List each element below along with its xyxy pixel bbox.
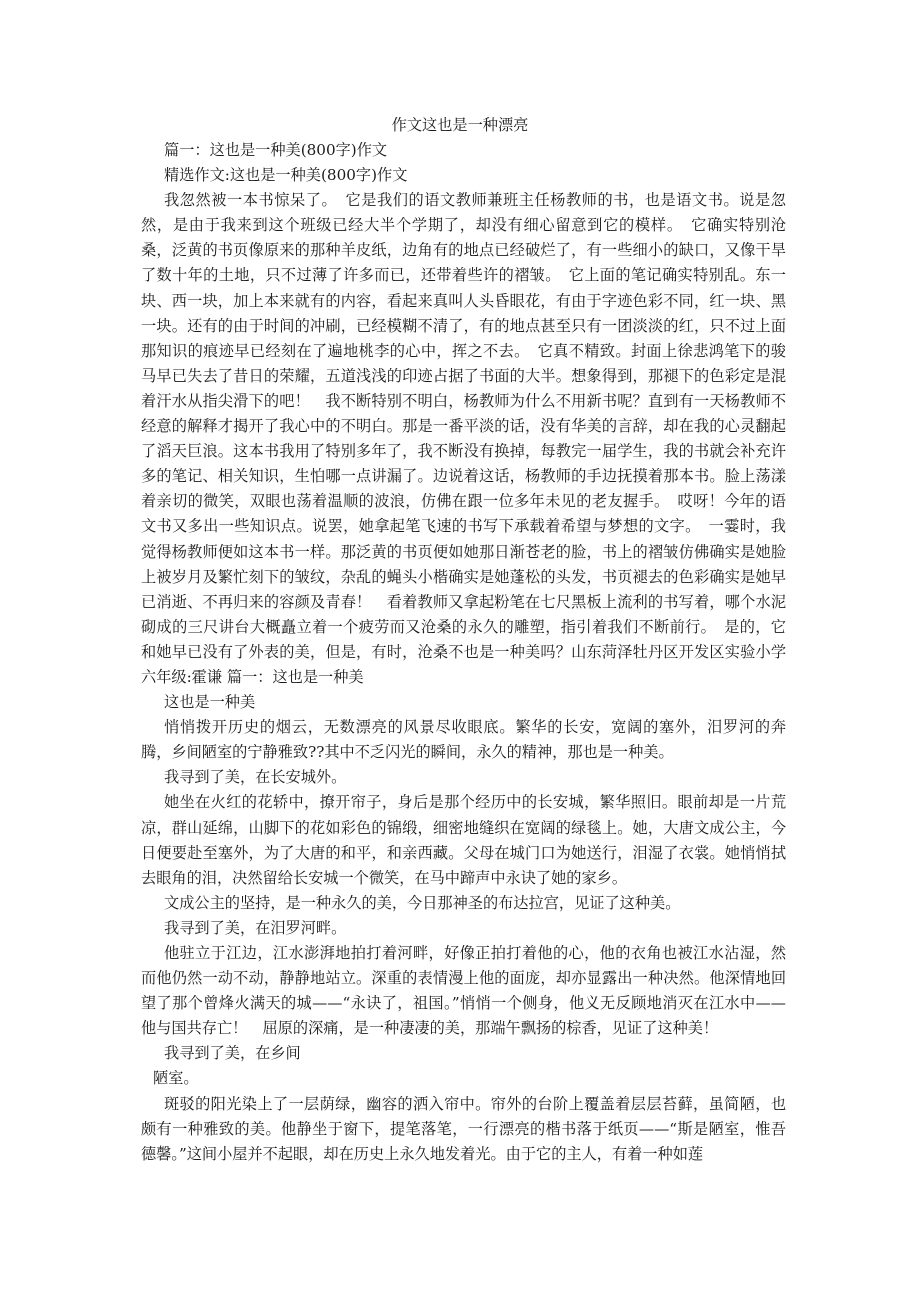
paragraph: 我忽然被一本书惊呆了。 它是我们的语文教师兼班主任杨教师的书，也是语文书。说是忽然，是由于我来到这个班级已经大半个学期了，却没有细心留意到它的模样。 它确实特别沧桑，泛黄的书页像原来的那种羊皮纸，边角有的地点已经破烂了，有一些细小的缺口，又像干旱了数十年的土地，只不过薄了许多而已，还带着些许的褶皱。 它上面的笔记确实特别乱。东一块、西一块，加上本来就有的内容，看起来真叫人头昏眼花，有由于字迹色彩不同，红一块、黑一块。还有的由于时间的冲刷，已经模糊不清了，有的地点甚至只有一团淡淡的红，只不过上面那知识的痕迹早已经刻在了遍地桃李的心中，挥之不去。 它真不精致。封面上徐悲鸿笔下的骏马早已失去了昔日的荣耀，五道浅浅的印迹占据了书面的大半。想象得到，那褪下的色彩定是混着汗水从指尖滑下的吧！ 我不断特别不明白，杨教师为什么不用新书呢？直到有一天杨教师不经意的解释才揭开了我心中的不明白。那是一番平淡的话，没有华美的言辞，却在我的心灵翻起了滔天巨浪。这本书我用了特别多年了，我不断没有换掉，每教完一届学生，我的书就会补充许多的笔记、相关知识，生怕哪一点讲漏了。边说着这话，杨教师的手边抚摸着那本书。脸上荡漾着亲切的微笑，双眼也荡着温顺的波浪，仿佛在跟一位多年未见的老友握手。 哎呀！今年的语文书又多出一些知识点。说罢，她拿起笔飞速的书写下承载着希望与梦想的文字。 一霎时，我觉得杨教师便如这本书一样。那泛黄的书页便如她那日渐苍老的脸，书上的褶皱仿佛确实是她脸上被岁月及繁忙刻下的皱纹，杂乱的蝇头小楷确实是她蓬松的头发，书页褪去的色彩确实是她早已消逝、不再归来的容颜及青春！ 看着教师又拿起粉笔在七尺黑板上流利的书写着，哪个水泥砌成的三尺讲台大概矗立着一个疲劳而又沧桑的永久的雕塑，指引着我们不断前行。 是的，它和她早已没有了外表的美，但是，有时，沧桑不也是一种美吗？山东菏泽牡丹区开发区实验小学六年级:霍谦 篇一：这也是一种美 [141,191,786,686]
paragraph: 我寻到了美，在长安城外。 [164,768,347,787]
paragraph: 悄悄拨开历史的烟云，无数漂亮的风景尽收眼底。繁华的长安，宽阔的塞外，汨罗河的奔腾，乡间陋室的宁静雅致??其中不乏闪光的瞬间，永久的精神，那也是一种美。 [141,718,786,762]
document-body [141,138,786,1167]
paragraph: 这也是一种美 [164,693,256,712]
paragraph: 陋室。 [153,1069,199,1088]
paragraph: 我寻到了美，在汨罗河畔。 [164,918,347,937]
paragraph: 精选作文:这也是一种美(800字)作文 [164,166,408,185]
paragraph: 斑驳的阳光染上了一层荫绿，幽容的洒入帘中。帘外的台阶上覆盖着层层苔藓，虽简陋，也颇有一种雅致的美。他静坐于窗下，提笔落笔，一行漂亮的楷书落于纸页——“斯是陋室，惟吾德馨。”这间小屋并不起眼，却在历史上永久地发着光。由于它的主人，有着一种如莲 [141,1094,786,1163]
paragraph: 他驻立于江边，江水澎湃地拍打着河畔，好像正拍打着他的心，他的衣角也被江水沾湿，然而他仍然一动不动，静静地站立。深重的表情漫上他的面庞，却亦显露出一种决然。他深情地回望了那个曾烽火满天的城——“永诀了，祖国。”悄悄一个侧身，他义无反顾地消灭在江水中——他与国共存亡！ 屈原的深痛，是一种凄凄的美，那端午飘扬的棕香，见证了这种美！ [141,944,786,1038]
paragraph: 篇一：这也是一种美(800字)作文 [164,141,388,159]
paragraph: 文成公主的坚持，是一种永久的美，今日那神圣的布达拉宫，见证了这种美。 [164,893,681,912]
document-title: 作文这也是一种漂亮 [391,116,529,134]
paragraph: 我寻到了美，在乡间 [164,1044,301,1063]
paragraph: 她坐在火红的花轿中，撩开帘子，身后是那个经历中的长安城，繁华照旧。眼前却是一片荒凉，群山延绵，山脚下的花如彩色的锦缎，细密地缝织在宽阔的绿毯上。她，大唐文成公主，今日便要赴至塞外，为了大唐的和平，和亲西藏。父母在城门口为她送行，泪湿了衣裳。她悄悄拭去眼角的泪，决然留给长安城一个微笑，在马中蹄声中永诀了她的家乡。 [141,793,786,887]
